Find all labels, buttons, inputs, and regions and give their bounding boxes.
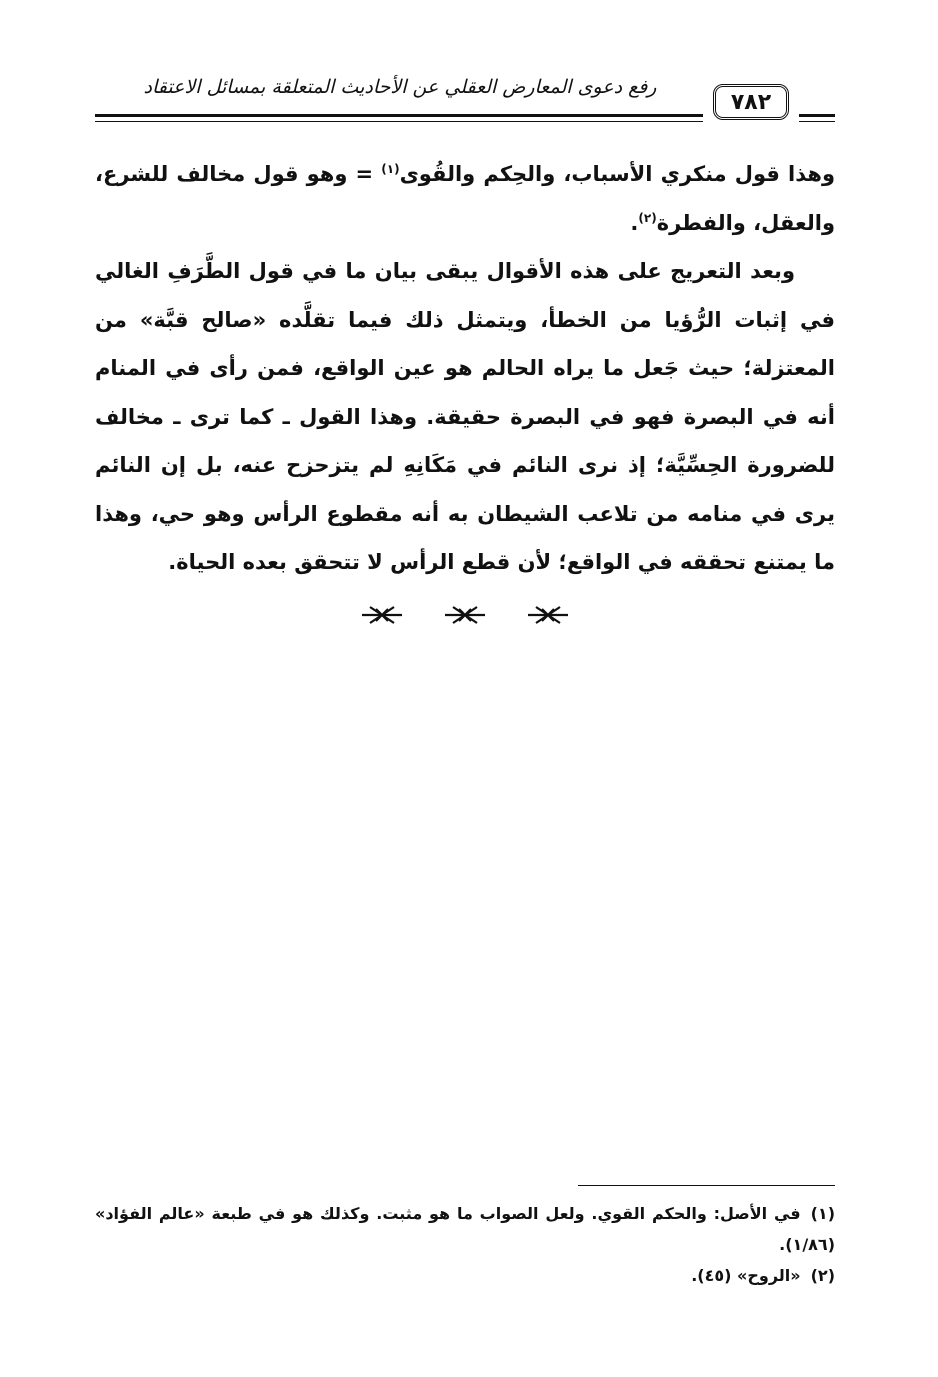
paragraph-1	[95, 150, 835, 247]
footnote-number-2: (٢)	[810, 1266, 835, 1285]
paragraph-1-part-a: وهذا قول منكري الأسباب، والحِكم والقُوى	[399, 162, 835, 186]
header-rule-thick	[95, 114, 703, 117]
header-rule-right	[799, 114, 835, 117]
footnote-ref-1[interactable]: (١)	[381, 162, 400, 176]
page-number: ٧٨٢	[713, 84, 789, 120]
running-head-title: رفع دعوى المعارض العقلي عن الأحاديث المتعلقة بمسائل الاعتقاد	[143, 76, 657, 98]
main-text	[95, 150, 835, 587]
paragraph-1-part-b: = وهو قول مخالف للشرع، والعقل، والفطرة	[95, 162, 835, 235]
footnote-text-1: في الأصل: والحكم القوي. ولعل الصواب ما هو مثبت. وكذلك هو في طبعة «عالم الفؤاد» (١/٨٦).	[95, 1204, 835, 1254]
ornament-icon	[443, 603, 487, 627]
paragraph-1-part-c: .	[630, 210, 639, 235]
footnote-1	[95, 1198, 835, 1260]
footnote-number-1: (١)	[810, 1204, 835, 1223]
footnotes	[95, 1198, 835, 1291]
ornament-icon	[360, 603, 404, 627]
footnote-2	[95, 1260, 835, 1291]
header-rule-thin	[95, 121, 703, 122]
ornament-icon	[526, 603, 570, 627]
header-rule-right-thin	[799, 121, 835, 122]
paragraph-2: وبعد التعريج على هذه الأقوال يبقى بيان ما في قول الطَّرَفِ الغالي في إثبات الرُّؤيا من الخطأ، ويتمثل ذلك فيما تقلَّده «صالح قبَّة» من المعتزلة؛ حيث جَعل ما يراه الحالم هو عين الواقع، فمن رأى في المنام أنه في البصرة فهو في البصرة حقيقة. وهذا القول ـ كما ترى ـ مخالف للضرورة الحِسِّيَّة؛ إذ نرى النائم في مَكَانِهِ لم يتزحزح عنه، بل إن النائم يرى في منامه من تلاعب الشيطان به أنه مقطوع الرأس وهو حي، وهذا ما يمتنع تحققه في الواقع؛ لأن قطع الرأس لا تتحقق بعده الحياة.	[95, 259, 835, 574]
section-divider	[360, 598, 570, 632]
footnote-text-2: «الروح» (٤٥).	[691, 1266, 801, 1285]
footnote-separator	[578, 1185, 835, 1186]
footnote-ref-2[interactable]: (٢)	[638, 210, 657, 225]
page-header	[95, 72, 835, 132]
